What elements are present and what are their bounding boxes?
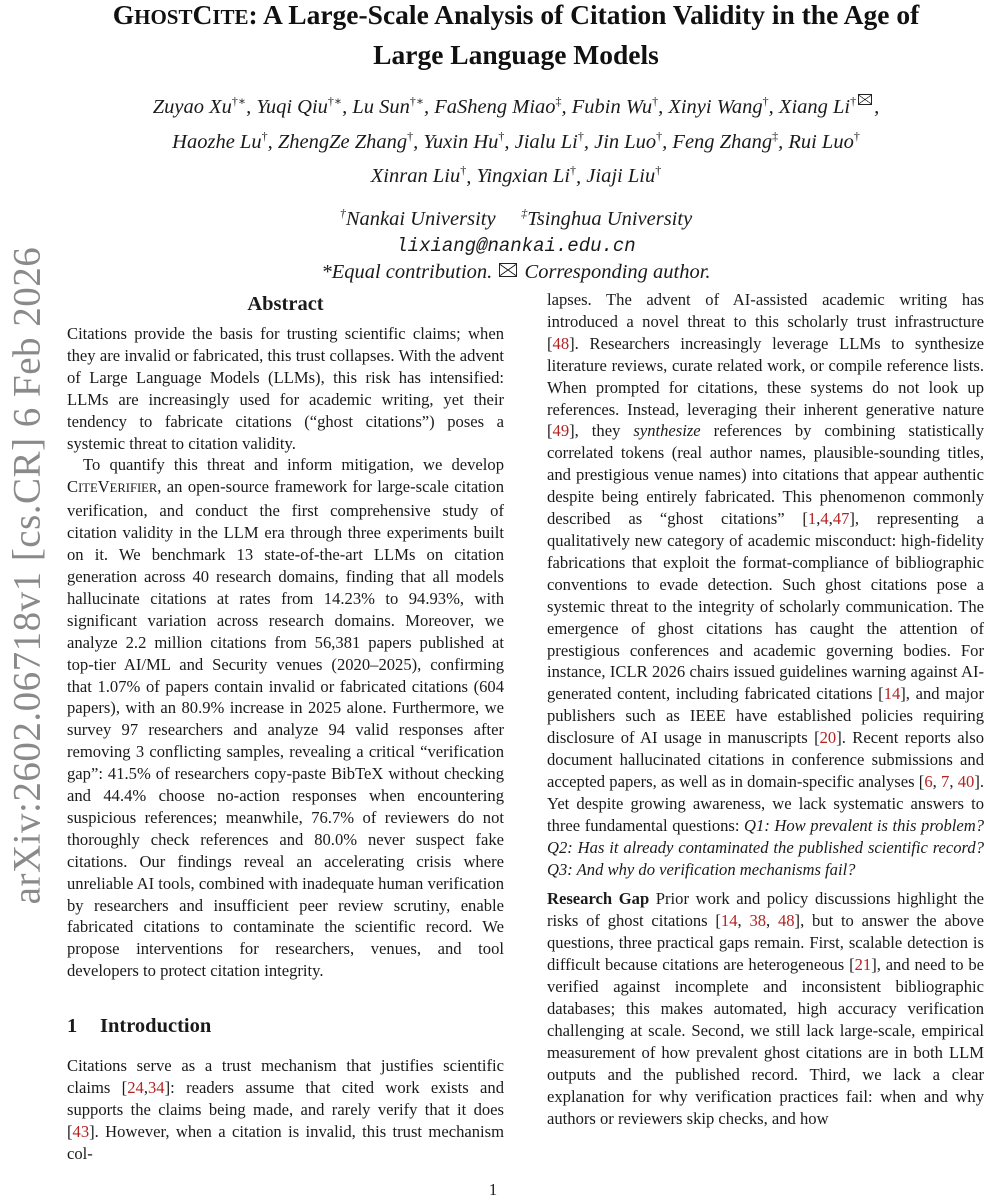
research-gap-heading: Research Gap <box>547 889 650 909</box>
author: Zuyao Xu†∗ <box>152 94 247 118</box>
author: Lu Sun†∗ <box>352 94 424 118</box>
author: Rui Luo† <box>788 128 860 153</box>
affiliations <box>80 200 952 285</box>
author: Jialu Li† <box>514 128 584 153</box>
paper-title: GHOSTCITE: A Large-Scale Analysis of Citation Validity in the Age of Large Language Models <box>112 0 920 70</box>
author: Yuqi Qiu†∗ <box>256 94 343 118</box>
author: Xinyi Wang† <box>668 94 769 118</box>
research-gap-paragraph: Research Gap Prior work and policy discussions highlight the risks of ghost citations [14, 38, 48], but to answer the above questions, three practical gaps remain. First, scalable detection is difficult because citations are heterogeneous [21], and need to be verified against incomplete and inconsistent bibliographic databases; this makes automated, high accuracy verification challenging at scale. Second, we still lack large-scale, empirical measurement of how prevalent ghost citations are in both LLM outputs and the published record. Third, we lack a clear explanation for why verification practices fail: when and why authors or reviewers skip checks, and how <box>547 889 985 1128</box>
arxiv-identifier-stamp <box>2 240 52 910</box>
tool-name: CITEVERIFIER <box>67 477 158 497</box>
envelope-icon <box>499 263 517 277</box>
research-questions: Q1: How prevalent is this problem? Q2: Has it already contaminated the published scientific record? Q3: And why do verification mechanisms fail? <box>547 815 985 879</box>
abstract-paragraph-2: To quantify this threat and inform mitigation, we develop CITEVERIFIER, an open-source framework for large-scale citation verification, and conduct the first comprehensive study of citation validity in the LLM era through three experiments built on it. We benchmark 13 state-of-the-art LLMs on citation generation across 40 research domains, finding that all models hallucinate citations at rates from 14.23% to 94.93%, with significant variation across research domains. Moreover, we analyze 2.2 million citations from 56,381 papers published at top-tier AI/ML and Security venues (2020–2025), confirming that 1.07% of papers contain invalid or fabricated citations (604 papers), with an 80.9% increase in 2025 alone. Furthermore, we survey 97 researchers and analyze 94 valid responses after removing 3 conflicting samples, revealing a critical “verification gap”: 41.5% of researchers copy-paste BibTeX without checking and 44.4% choose no-action responses when encountering suspicious references; meanwhile, 76.7% of reviewers do not thoroughly check references and 80.0% never suspect fake citations. Our findings reveal an accelerating crisis where unreliable AI tools, combined with inadequate human verification by researchers and insufficient peer review scrutiny, enable fabricated citations to contaminate the scientific record. We propose interventions for researchers, venues, and tool developers to protect citation integrity. <box>67 455 504 981</box>
author: Yuxin Hu† <box>423 128 505 153</box>
citation-link[interactable]: 14 <box>720 911 738 931</box>
citation-link[interactable]: 20 <box>819 728 837 748</box>
right-column <box>547 289 984 1129</box>
arxiv-id-text: arXiv:2602.06718v1 [cs.CR] 6 Feb 2026 <box>5 246 49 904</box>
abstract-heading: Abstract <box>247 293 324 315</box>
equal-contribution-note: *Equal contribution. <box>321 260 493 283</box>
author: ZhengZe Zhang† <box>277 128 414 153</box>
citation-link[interactable]: 21 <box>854 955 872 975</box>
author: Jiaji Liu† <box>586 163 662 188</box>
author: Xinran Liu† <box>370 163 467 188</box>
intro-paragraph-left: Citations serve as a trust mechanism that justifies scientific claims [24,34]: readers assume that cited work exists and supports the claims being made, and rarely verify that it does [43]. However, when a citation is invalid, this trust mechanism col- <box>67 1056 504 1163</box>
section-heading-introduction: 1 Introduction <box>67 1015 212 1038</box>
author: Jin Luo† <box>594 128 663 153</box>
citation-link[interactable]: 38 <box>749 911 767 931</box>
author: FaSheng Miao‡ <box>434 94 562 118</box>
corresponding-author-note: Corresponding author. <box>524 260 711 283</box>
citation-link[interactable]: 43 <box>72 1121 90 1141</box>
citation-link[interactable]: 6 <box>924 771 933 791</box>
envelope-icon <box>858 94 872 105</box>
affiliation-nankai: †Nankai University <box>339 206 496 230</box>
affiliation-tsinghua: ‡Tsinghua University <box>521 206 693 230</box>
citation-link[interactable]: 34 <box>147 1078 165 1098</box>
citation-link[interactable]: 48 <box>552 333 570 353</box>
author: Yingxian Li† <box>476 163 577 188</box>
author: Haozhe Lu† <box>172 128 268 153</box>
citation-link[interactable]: 7 <box>941 771 950 791</box>
citation-link[interactable]: 40 <box>957 771 975 791</box>
citation-link[interactable]: 24 <box>127 1078 144 1098</box>
citation-link[interactable]: 48 <box>777 911 795 931</box>
author: Fubin Wu† <box>571 94 659 118</box>
citation-link[interactable]: 47 <box>832 509 850 529</box>
contact-email[interactable]: lixiang@nankai.edu.cn <box>396 234 636 257</box>
citation-link[interactable]: 14 <box>883 684 901 704</box>
intro-paragraph-right: lapses. The advent of AI-assisted academic writing has introduced a novel threat to this scholarly trust infrastructure [48]. Researchers increasingly leverage LLMs to synthesize literature reviews, curate related work, or compile reference lists. When prompted for citations, these systems do not look up references. Instead, leveraging their inherent generative nature [49], they synthesize references by combining statistically correlated tokens (real author names, plausible-sounding titles, and prestigious venue names) into citations that appear authentic despite being entirely fabricated. This phenomenon commonly described as “ghost citations” [1,4,47], representing a qualitatively new category of academic misconduct: high-fidelity fabrications that exploit the format-compliance of bibliographic conventions to evade detection. Such ghost citations pose a systemic threat to the integrity of scholarly communication. The emergence of ghost citations has caught the attention of prestigious conferences and academic governing bodies. For instance, ICLR 2026 chairs issued guidelines warning against AI-generated content, including fabricated citations [14], and major publishers such as IEEE have established policies requiring disclosure of AI usage in manuscripts [20]. Recent reports also document hallucinated citations in conference submissions and accepted papers, as well as in domain-specific analyses [6, 7, 40]. Yet despite growing awareness, we lack systematic answers to three fundamental questions: Q1: How prevalent is this problem? Q2: Has it already contaminated the published scientific record? Q3: And why do verification mechanisms fail? <box>547 290 985 879</box>
page-number: 1 <box>488 1180 498 1199</box>
citation-link[interactable]: 49 <box>552 421 570 441</box>
left-column <box>67 291 504 1165</box>
author-list: Zuyao Xu†∗, Yuqi Qiu†∗, Lu Sun†∗, FaSheng Miao‡, Fubin Wu†, Xinyi Wang†, Xiang Li† , Haozhe Lu†, ZhengZe Zhang†, Yuxin Hu†, Jialu Li†, Jin Luo†, Feng Zhang‡, Rui Luo† Xinran Liu†, Yingxian Li†, Jiaji Liu† <box>152 94 880 188</box>
author: Xiang Li† <box>779 96 874 118</box>
citation-link[interactable]: 4 <box>820 509 829 529</box>
abstract-paragraph-1: Citations provide the basis for trusting scientific claims; when they are invalid or fabricated, this trust collapses. With the advent of Large Language Models (LLMs), this risk has intensified: LLMs are increasingly used for academic writing, yet their tendency to fabricate citations (“ghost citations”) poses a systemic threat to citation validity. <box>67 324 504 453</box>
author: Feng Zhang‡ <box>672 128 779 153</box>
citation-link[interactable]: 1 <box>807 509 817 529</box>
